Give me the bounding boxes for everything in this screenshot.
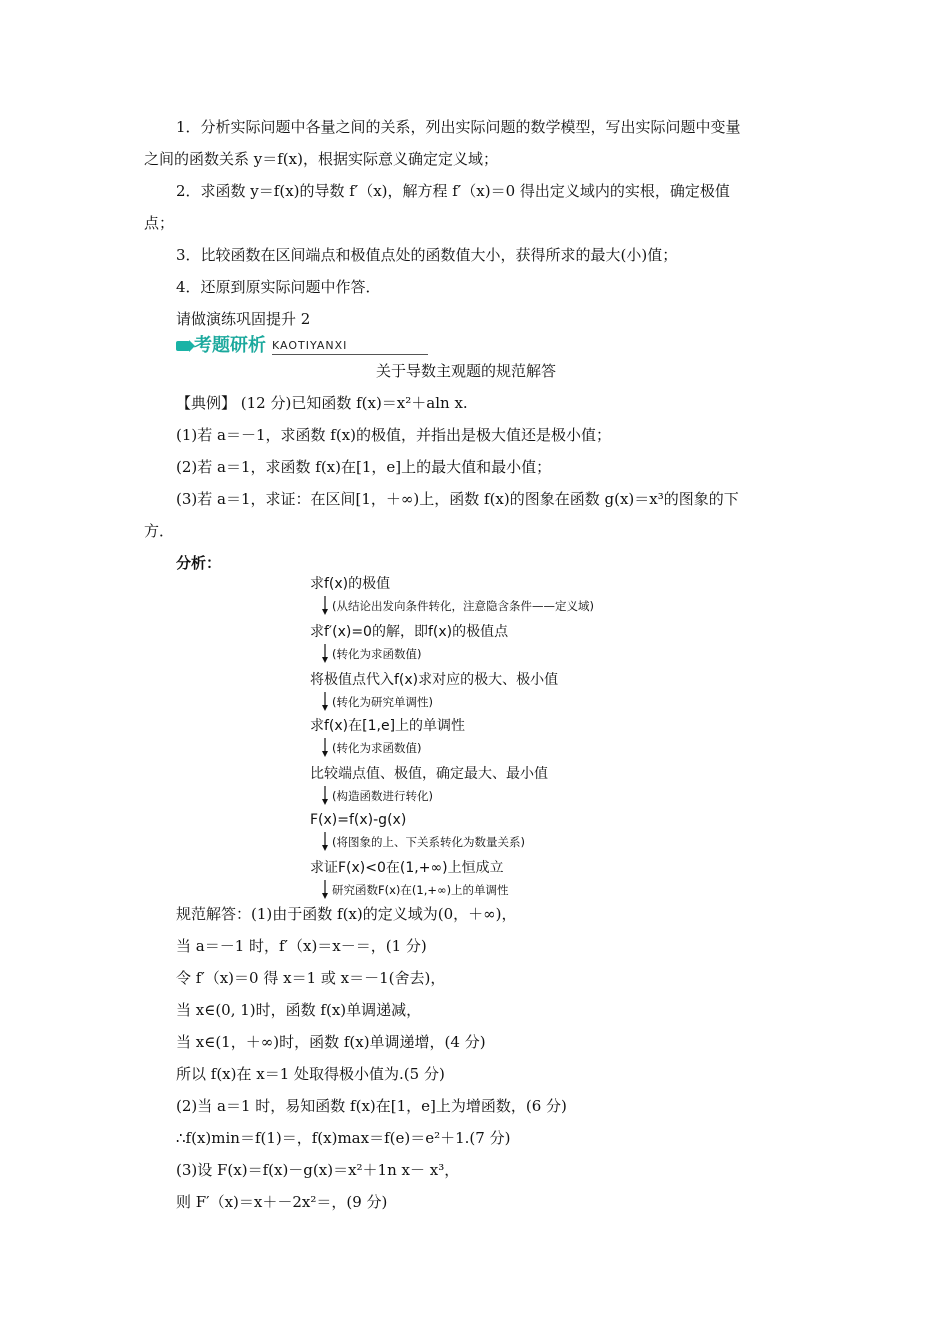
flow-note-7: 研究函数F(x)在(1,+∞)上的单调性 (332, 883, 509, 897)
section-header (176, 335, 428, 357)
down-arrow-icon (320, 786, 330, 806)
down-arrow-icon (320, 738, 330, 758)
flow-step-4: 求f(x)在[1,e]上的单调性 (310, 718, 466, 734)
flow-step-3: 将极值点代入f(x)求对应的极大、极小值 (310, 672, 559, 688)
step-2-line-2: 点； (144, 214, 175, 232)
solution-line-1: 规范解答：(1)由于函数 f(x)的定义域为(0，＋∞)， (176, 905, 517, 923)
solution-line-5: 当 x∈(1，＋∞)时，函数 f(x)单调递增，(4 分) (176, 1033, 486, 1051)
flow-step-5: 比较端点值、极值，确定最大、最小值 (310, 766, 548, 782)
flow-step-1: 求f(x)的极值 (310, 576, 391, 592)
analysis-label: 分析： (176, 554, 222, 572)
flow-note-4: (转化为求函数值) (332, 741, 422, 755)
example-part-3-cont: 方． (144, 522, 175, 540)
down-arrow-icon (320, 644, 330, 664)
step-1-line-2: 之间的函数关系 y＝f(x)，根据实际意义确定定义域； (144, 150, 498, 168)
solution-line-7: (2)当 a＝1 时，易知函数 f(x)在[1，e]上为增函数，(6 分) (176, 1097, 567, 1115)
flow-step-2: 求f′(x)=0的解，即f(x)的极值点 (310, 624, 509, 640)
flow-note-5: (构造函数进行转化) (332, 789, 433, 803)
solution-line-4: 当 x∈(0, 1)时，函数 f(x)单调递减， (176, 1001, 422, 1019)
arrow-icon (176, 341, 190, 351)
step-4: 4．还原到原实际问题中作答． (176, 278, 381, 296)
step-1-line-1: 1．分析实际问题中各量之间的关系，列出实际问题的数学模型，写出实际问题中变量 (176, 118, 741, 136)
down-arrow-icon (320, 596, 330, 616)
down-arrow-icon (320, 692, 330, 712)
step-2-line-1: 2．求函数 y＝f(x)的导数 f′（x)，解方程 f′（x)＝0 得出定义域内的实根，确定极值 (176, 182, 730, 200)
example-part-2: (2)若 a＝1，求函数 f(x)在[1，e]上的最大值和最小值； (176, 458, 552, 476)
section-rule (272, 354, 428, 355)
example-intro: 【典例】 (12 分)已知函数 f(x)＝x²＋aln x. (176, 394, 468, 412)
practice-note: 请做演练巩固提升 2 (176, 310, 311, 328)
section-title: 考题研析 (194, 335, 266, 356)
flow-note-1: (从结论出发向条件转化，注意隐含条件——定义域) (332, 599, 594, 613)
example-part-3: (3)若 a＝1，求证：在区间[1，＋∞)上，函数 f(x)的图象在函数 g(x)＝x³的图象的下 (176, 490, 739, 508)
step-3: 3．比较函数在区间端点和极值点处的函数值大小，获得所求的最大(小)值； (176, 246, 678, 264)
down-arrow-icon (320, 880, 330, 900)
section-title-pinyin: KAOTIYANXI (272, 339, 348, 352)
solution-line-3: 令 f′（x)＝0 得 x＝1 或 x＝－1(舍去)， (176, 969, 446, 987)
down-arrow-icon (320, 832, 330, 852)
solution-line-10: 则 F′（x)＝x＋－2x²＝，(9 分) (176, 1193, 388, 1211)
solution-line-8: ∴f(x)min＝f(1)＝，f(x)max＝f(e)＝e²＋1.(7 分) (176, 1129, 511, 1147)
example-part-1: (1)若 a＝－1，求函数 f(x)的极值，并指出是极大值还是极小值； (176, 426, 611, 444)
section-subtitle: 关于导数主观题的规范解答 (376, 362, 557, 380)
flow-note-3: (转化为研究单调性) (332, 695, 433, 709)
solution-line-9: (3)设 F(x)＝f(x)－g(x)＝x²＋1n x－ x³， (176, 1161, 460, 1179)
flow-note-2: (转化为求函数值) (332, 647, 422, 661)
flow-step-7: 求证F(x)<0在(1,+∞)上恒成立 (310, 860, 504, 876)
flow-note-6: (将图象的上、下关系转化为数量关系) (332, 835, 525, 849)
solution-line-2: 当 a＝－1 时，f′（x)＝x－＝，(1 分) (176, 937, 427, 955)
solution-line-6: 所以 f(x)在 x＝1 处取得极小值为.(5 分) (176, 1065, 445, 1083)
analysis-flowchart (310, 574, 640, 904)
flow-step-6: F(x)=f(x)-g(x) (310, 812, 407, 828)
